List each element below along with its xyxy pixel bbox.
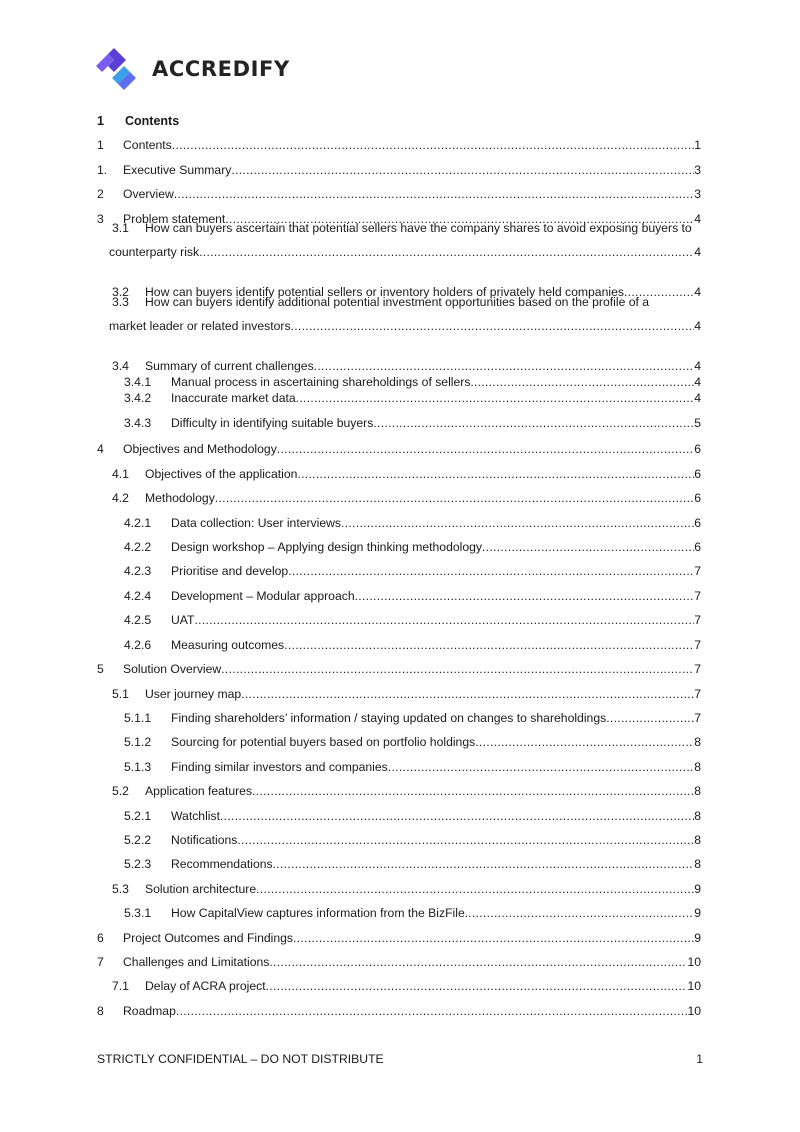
toc-leader-dots (293, 931, 694, 946)
toc-entry-page: 4 (694, 245, 701, 259)
toc-entry-number: 5.3.1 (124, 906, 152, 920)
toc-entry[interactable] (97, 809, 701, 824)
toc-leader-dots (199, 245, 694, 260)
toc-leader-dots (606, 711, 694, 726)
toc-entry-page: 9 (694, 882, 701, 896)
toc-entry[interactable] (97, 491, 701, 506)
toc-leader-dots (220, 809, 694, 824)
toc-leader-dots (474, 375, 694, 390)
toc-entry-page: 9 (694, 906, 701, 920)
toc-entry-title: Methodology (145, 491, 215, 505)
toc-entry[interactable] (97, 711, 701, 726)
toc-leader-dots (172, 138, 694, 153)
toc-entry-title: Solution architecture (145, 882, 257, 896)
toc-entry-title-continued: counterparty risk (109, 245, 200, 259)
toc-entry[interactable] (97, 931, 701, 946)
toc-entry-page: 7 (694, 711, 701, 725)
toc-entry[interactable] (97, 735, 701, 750)
toc-entry[interactable] (97, 187, 701, 202)
toc-entry-page: 6 (694, 516, 701, 530)
toc-entry[interactable] (97, 467, 701, 482)
toc-entry[interactable] (97, 906, 701, 921)
toc-entry-page: 8 (694, 857, 701, 871)
toc-entry[interactable] (97, 687, 701, 702)
toc-entry[interactable] (97, 589, 701, 604)
toc-leader-dots (269, 955, 687, 970)
toc-entry-number: 3.3 (112, 295, 129, 309)
toc-entry-title: Notifications (171, 833, 238, 847)
toc-entry-title: Recommendations (171, 857, 273, 871)
toc-entry-page: 8 (694, 760, 701, 774)
accredify-logo-icon (96, 46, 142, 92)
toc-entry[interactable] (97, 613, 701, 628)
toc-entry-number: 5.1 (112, 687, 129, 701)
toc-entry-page: 7 (694, 589, 701, 603)
toc-entry-number: 8 (97, 1004, 104, 1018)
toc-entry[interactable] (97, 138, 701, 153)
toc-entry-title: Executive Summary (123, 163, 232, 177)
toc-leader-dots (241, 687, 694, 702)
toc-entry-number: 1. (97, 163, 108, 177)
toc-entry-page: 10 (687, 979, 701, 993)
toc-entry-page: 7 (694, 638, 701, 652)
toc-leader-dots (341, 516, 694, 531)
toc-entry-page: 6 (694, 442, 701, 456)
toc-entry-title: Watchlist (171, 809, 220, 823)
toc-entry[interactable] (97, 638, 701, 653)
toc-entry-page: 9 (694, 931, 701, 945)
toc-leader-dots (373, 416, 694, 431)
toc-heading-label: Contents (125, 114, 180, 128)
toc-entry-page: 6 (694, 467, 701, 481)
toc-leader-dots (277, 442, 694, 457)
toc-entry-title: How can buyers identify potential sellers or inventory holders of privately held companies (145, 285, 624, 299)
toc-entry-number: 3.2 (112, 285, 129, 299)
toc-entry-title: Application features (145, 784, 253, 798)
brand-logo (96, 46, 290, 92)
toc-entry[interactable] (97, 662, 701, 677)
toc-entry-number: 5.2.1 (124, 809, 152, 823)
toc-entry-title: Finding similar investors and companies (171, 760, 388, 774)
toc-entry-page: 6 (694, 540, 701, 554)
toc-entry-page: 4 (694, 391, 701, 405)
toc-entry-number: 6 (97, 931, 104, 945)
toc-entry[interactable] (97, 295, 701, 334)
toc-leader-dots (256, 882, 694, 897)
toc-entry[interactable] (97, 882, 701, 897)
toc-entry-number: 5.1.2 (124, 735, 152, 749)
toc-entry-title: Project Outcomes and Findings (123, 931, 294, 945)
toc-leader-dots (388, 760, 694, 775)
toc-entry-title: Objectives and Methodology (123, 442, 277, 456)
toc-entry[interactable] (97, 955, 701, 970)
toc-entry-number: 4.2.6 (124, 638, 152, 652)
toc-entry-number: 4.2.1 (124, 516, 152, 530)
toc-leader-dots (273, 857, 695, 872)
toc-entry-page: 7 (694, 662, 701, 676)
toc-entry-page: 4 (694, 319, 701, 333)
toc-leader-dots (475, 735, 694, 750)
toc-entry[interactable] (97, 760, 701, 775)
toc-entry-number: 5.3 (112, 882, 129, 896)
toc-entry-title: Manual process in ascertaining shareholdings of sellers. (171, 375, 474, 389)
toc-leader-dots (297, 467, 694, 482)
toc-leader-dots (284, 638, 694, 653)
toc-entry-number: 4.2.4 (124, 589, 152, 603)
toc-entry-title: User journey map (145, 687, 242, 701)
toc-entry-title: Summary of current challenges (145, 359, 314, 373)
toc-entry-title: Objectives of the application (145, 467, 298, 481)
toc-entry-number: 3.4.3 (124, 416, 152, 430)
toc-entry-page: 10 (687, 1004, 701, 1018)
toc-leader-dots (355, 589, 695, 604)
toc-entry-title: Contents (123, 138, 172, 152)
toc-entry-number: 4.2.3 (124, 564, 152, 578)
toc-entry-title: Problem statement (123, 212, 226, 226)
toc-entry-title: Sourcing for potential buyers based on portfolio holdings (171, 735, 476, 749)
toc-leader-dots (468, 906, 694, 921)
toc-entry-number: 5.1.3 (124, 760, 152, 774)
toc-entry[interactable] (97, 833, 701, 848)
toc-entry-number: 4 (97, 442, 104, 456)
toc-entry-number: 4.2.2 (124, 540, 152, 554)
toc-entry-page: 5 (694, 416, 701, 430)
confidentiality-notice: STRICTLY CONFIDENTIAL – DO NOT DISTRIBUTE (97, 1052, 384, 1066)
toc-entry-number: 4.1 (112, 467, 129, 481)
toc-entry-number: 3.4.2 (124, 391, 152, 405)
toc-entry-number: 5.2.2 (124, 833, 152, 847)
toc-leader-dots (221, 662, 694, 677)
toc-entry-title: Finding shareholders’ information / staying updated on changes to shareholdings (171, 711, 607, 725)
toc-entry-number: 7 (97, 955, 104, 969)
toc-entry[interactable] (97, 442, 701, 457)
page-footer (97, 1052, 703, 1066)
toc-leader-dots (266, 979, 688, 994)
toc-entry-page: 7 (694, 564, 701, 578)
toc-entry-title: How can buyers identify additional potential investment opportunities based on the profile of a (145, 295, 650, 309)
toc-entry-number: 5.2.3 (124, 857, 152, 871)
toc-leader-dots (252, 784, 694, 799)
toc-leader-dots (291, 319, 695, 334)
toc-entry-page: 3 (694, 163, 701, 177)
toc-entry-page: 10 (687, 955, 701, 969)
toc-leader-dots (194, 613, 694, 628)
toc-entry[interactable] (97, 516, 701, 531)
toc-entry-title-continued: market leader or related investors (109, 319, 291, 333)
toc-entry-page: 8 (694, 784, 701, 798)
toc-leader-dots (314, 359, 695, 374)
toc-leader-dots (288, 564, 694, 579)
toc-entry-page: 4 (694, 375, 701, 389)
toc-entry-title: Roadmap (123, 1004, 176, 1018)
toc-entry-number: 3.1 (112, 221, 129, 235)
toc-entry-title: Overview (123, 187, 174, 201)
toc-entry[interactable] (97, 221, 701, 260)
toc-entry-number: 7.1 (112, 979, 129, 993)
toc-entry-title: Difficulty in identifying suitable buyers (171, 416, 374, 430)
toc-heading-number: 1 (97, 114, 104, 128)
toc-entry[interactable] (97, 416, 701, 431)
toc-leader-dots (174, 187, 694, 202)
toc-entry[interactable] (97, 784, 701, 799)
toc-leader-dots (296, 391, 695, 406)
toc-entry-number: 1 (97, 138, 104, 152)
toc-entry-number: 4.2 (112, 491, 129, 505)
footer-page-number: 1 (696, 1052, 703, 1066)
toc-entry-page: 4 (694, 359, 701, 373)
toc-entry-page: 1 (694, 138, 701, 152)
toc-entry-page: 4 (694, 285, 701, 299)
toc-entry-title: Development – Modular approach (171, 589, 355, 603)
toc-leader-dots (237, 833, 694, 848)
toc-entry-number: 5 (97, 662, 104, 676)
toc-entry-number: 2 (97, 187, 104, 201)
toc-leader-dots (482, 540, 694, 555)
toc-entry-title: How CapitalView captures information from the BizFile. (171, 906, 469, 920)
toc-entry-number: 3 (97, 212, 104, 226)
toc-entry[interactable] (97, 375, 701, 390)
toc-entry-title: UAT (171, 613, 195, 627)
toc-leader-dots (176, 1004, 688, 1019)
toc-entry-title: Solution Overview (123, 662, 222, 676)
toc-entry-number: 4.2.5 (124, 613, 152, 627)
toc-entry[interactable] (97, 979, 701, 994)
toc-leader-dots (231, 163, 694, 178)
toc-entry-number: 3.4.1 (124, 375, 152, 389)
toc-entry-title: Measuring outcomes (171, 638, 285, 652)
toc-entry-page: 7 (694, 613, 701, 627)
toc-entry-title: Inaccurate market data (171, 391, 296, 405)
toc-entry-title: Design workshop – Applying design thinking methodology (171, 540, 482, 554)
toc-entry[interactable] (97, 391, 701, 406)
toc-entry[interactable] (97, 540, 701, 555)
toc-entry-number: 5.1.1 (124, 711, 152, 725)
toc-entry-title: Challenges and Limitations (123, 955, 270, 969)
toc-entry[interactable] (97, 163, 701, 178)
brand-name: ACCREDIFY (152, 57, 290, 81)
toc-entry-page: 6 (694, 491, 701, 505)
toc-heading (97, 114, 179, 128)
toc-entry-page: 7 (694, 687, 701, 701)
toc-entry-page: 8 (694, 833, 701, 847)
toc-entry[interactable] (97, 857, 701, 872)
toc-entry-title: Data collection: User interviews (171, 516, 342, 530)
toc-entry-title: Prioritise and develop (171, 564, 289, 578)
toc-entry[interactable] (97, 1004, 701, 1019)
toc-entry[interactable] (97, 359, 701, 374)
toc-entry-page: 4 (694, 212, 701, 226)
toc-entry-title: How can buyers ascertain that potential sellers have the company shares to avoid exposing buyers to (145, 221, 692, 235)
toc-entry-page: 8 (694, 809, 701, 823)
toc-entry-page: 3 (694, 187, 701, 201)
toc-entry-number: 3.4 (112, 359, 129, 373)
toc-entry-page: 8 (694, 735, 701, 749)
toc-entry-number: 5.2 (112, 784, 129, 798)
toc-entry-title: Delay of ACRA project (145, 979, 266, 993)
toc-entry[interactable] (97, 564, 701, 579)
toc-leader-dots (215, 491, 694, 506)
